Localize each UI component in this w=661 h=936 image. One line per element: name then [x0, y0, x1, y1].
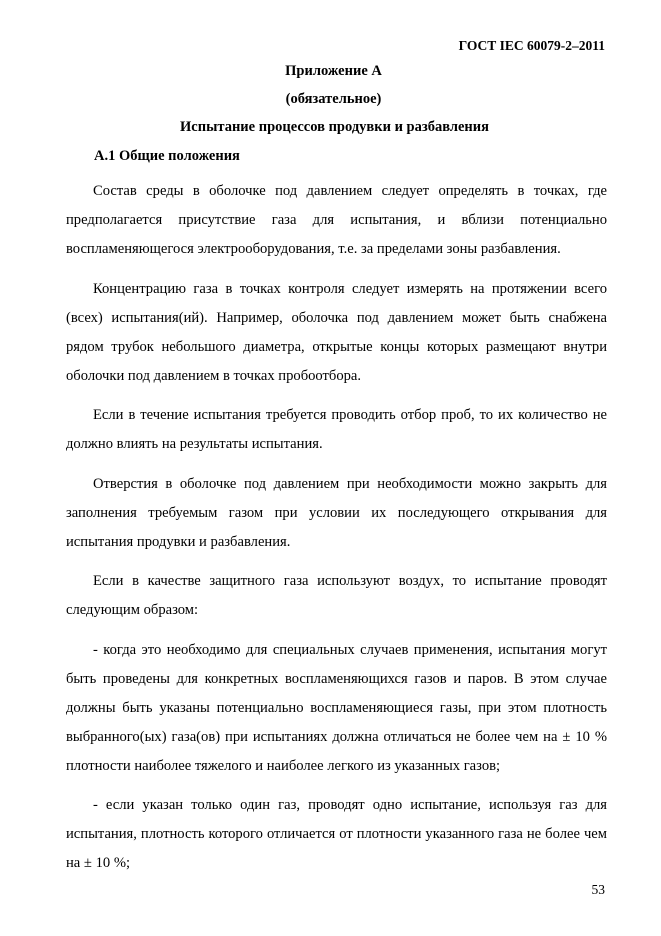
paragraph: Если в течение испытания требуется проводить отбор проб, то их количество не должно влиять на результаты испытания.: [66, 407, 607, 452]
standard-code: ГОСТ IEC 60079-2–2011: [458, 38, 605, 53]
list-item-paragraph: - когда это необходимо для специальных случаев применения, испытания могут быть проведены для конкретных воспламеняющихся газов и паров. В этом случае должны быть указаны потенциально воспламеняющиеся газы, при этом плотность выбранного(ых) газа(ов) при испытаниях должна отличаться не более чем на ± 10 % плотности наиболее тяжелого и наиболее легкого из указанных газов;: [66, 641, 607, 774]
annex-status: (обязательное): [285, 91, 382, 107]
list-item-paragraph: - если указан только один газ, проводят одно испытание, используя газ для испытания, плотность которого отличается от плотности указанного газа не более чем на ± 10 %;: [66, 797, 607, 871]
section-heading: А.1 Общие положения: [94, 148, 240, 164]
paragraph: Если в качестве защитного газа используют воздух, то испытание проводят следующим образом:: [66, 573, 607, 618]
annex-title: Приложение А: [285, 63, 382, 79]
paragraph: Концентрацию газа в точках контроля следует измерять на протяжении всего (всех) испытания(ий). Например, оболочка под давлением может быть снабжена рядом трубок небольшого диаметра, открытые концы которых размещают внутри оболочки под давлением в точках пробоотбора.: [66, 280, 607, 384]
page-number: 53: [591, 882, 605, 897]
body-text: [66, 177, 607, 889]
paragraph: Состав среды в оболочке под давлением следует определять в точках, где предполагается присутствие газа для испытания, и вблизи потенциально воспламеняющегося электрооборудования, т.е. за пределами зоны разбавления.: [66, 183, 607, 257]
annex-name: Испытание процессов продувки и разбавления: [180, 119, 489, 135]
paragraph: Отверстия в оболочке под давлением при необходимости можно закрыть для заполнения требуемым газом при условии их последующего открывания для испытания продувки и разбавления.: [66, 475, 607, 550]
